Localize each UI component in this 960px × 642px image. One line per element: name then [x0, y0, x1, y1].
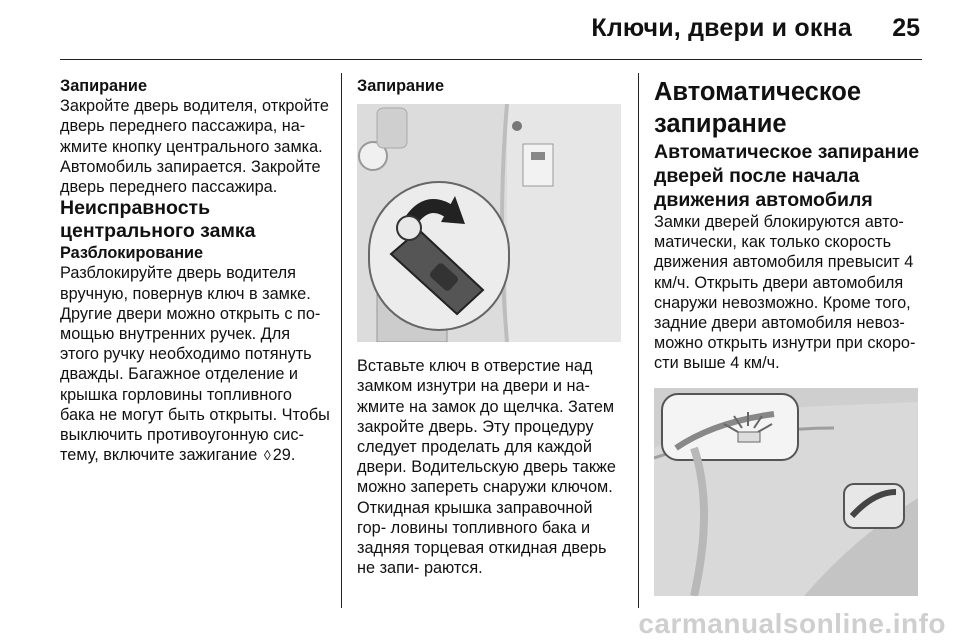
column-divider-2 — [638, 73, 639, 608]
section-text-autolock: Замки дверей блокируются авто- матически, как только скорость движения автомобиля превысит 4 км/ч. Открыть двери автомобиля снаружи невозможно. Кроме того, задние двери автомобиля невоз- можно открыть изнутри при скоро- сти выше 4 км/ч. — [654, 213, 916, 373]
section-text-locking: Закройте дверь водителя, откройте дверь переднего пассажира, на- жмите кнопку центрального замка. Автомобиль запирается. Закройте дверь переднего пассажира. — [60, 97, 329, 197]
key-lock-illustration — [357, 104, 621, 342]
section-text-locking-2: Вставьте ключ в отверстие над замком изнутри на двери и на- жмите на замок до щелчка. Затем закройте дверь. Эту процедуру следует проделать для каждой двери. Водительскую дверь также можно запереть снаружи ключом. Откидная крышка заправочной гор- ловины топливного бака и задняя торцевая откидная дверь не запи- раются. — [357, 357, 616, 578]
section-heading-locking-2: Запирание — [357, 77, 444, 95]
door-handle-illustration — [654, 388, 918, 596]
header-rule — [60, 59, 922, 60]
door-handle-svg — [654, 388, 918, 596]
subsection-heading-autolock: Автоматическое запирание дверей после начала движения автомобиля — [654, 141, 920, 211]
watermark: carmanualsonline.info — [638, 608, 946, 639]
page-reference-icon: ◊ — [263, 447, 271, 464]
header-title: Ключи, двери и окна — [591, 14, 852, 42]
section-heading-unlocking: Разблокирование — [60, 244, 204, 263]
column-1 — [60, 76, 330, 465]
column-2 — [357, 76, 623, 578]
column-3 — [654, 76, 926, 596]
key-lock-svg — [357, 104, 621, 342]
unlocking-text: Разблокируйте дверь водителя вручную, повернув ключ в замке. Другие двери можно открыть с по- мощью внутренних ручек. Для этого ручку необходимо потянуть дважды. Багажное отделение и крышка горловины топливного бака не могут быть открыты. Чтобы выключить противоугонную сис- тему, включите зажигание — [60, 264, 330, 465]
section-heading-locking: Запирание — [60, 77, 147, 95]
page-number: 25 — [892, 14, 920, 42]
section-heading-malfunction: Неисправность центрального замка — [60, 197, 256, 243]
page-reference: 29. — [272, 446, 296, 465]
section-heading-autolock: Автоматическое запирание — [654, 78, 862, 138]
section-text-unlocking — [60, 263, 330, 465]
column-divider-1 — [341, 73, 342, 608]
